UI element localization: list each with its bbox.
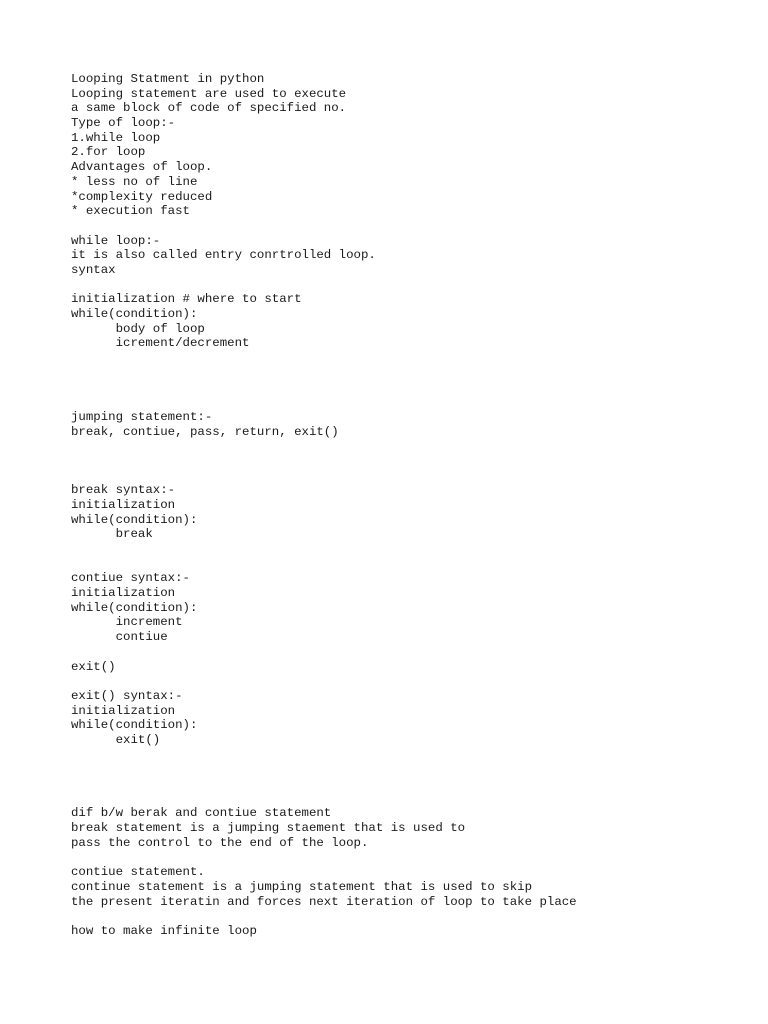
blank-line	[71, 792, 577, 807]
text-line: initialization	[71, 703, 176, 718]
text-line: while(condition):	[71, 600, 198, 615]
text-line: * execution fast	[71, 204, 190, 219]
text-line: break statement is a jumping staement that is used to	[71, 821, 466, 836]
text-line: dif b/w berak and contiue statement	[71, 806, 332, 821]
blank-line	[71, 645, 577, 660]
blank-line	[71, 469, 577, 484]
blank-line	[71, 351, 577, 366]
text-line: break syntax:-	[71, 483, 176, 498]
blank-line	[71, 278, 577, 293]
text-line: while(condition):	[71, 718, 198, 733]
text-line: exit() syntax:-	[71, 688, 183, 703]
document-body	[71, 72, 577, 939]
blank-line	[71, 762, 577, 777]
text-line: the present iteratin and forces next iteration of loop to take place	[71, 894, 577, 909]
text-line: contiue syntax:-	[71, 571, 190, 586]
text-line: exit()	[71, 659, 116, 674]
text-line: while(condition):	[71, 307, 198, 321]
text-line: contiue	[71, 630, 168, 645]
text-line: Looping statement are used to execute	[71, 86, 347, 101]
blank-line	[71, 542, 577, 557]
text-line: * less no of line	[71, 174, 198, 189]
blank-line	[71, 439, 577, 454]
blank-line	[71, 557, 577, 572]
text-line: break, contiue, pass, return, exit()	[71, 424, 339, 439]
text-line: continue statement is a jumping statement that is used to skip	[71, 879, 533, 894]
blank-line	[71, 366, 577, 381]
text-line: while loop:-	[71, 233, 161, 248]
text-line: contiue statement.	[71, 865, 205, 880]
text-line: how to make infinite loop	[71, 923, 257, 938]
blank-line	[71, 674, 577, 689]
text-line: while(condition):	[71, 512, 198, 527]
text-line: syntax	[71, 262, 116, 277]
text-line: a same block of code of specified no.	[71, 101, 347, 116]
text-line: 1.while loop	[71, 130, 161, 145]
text-line: Type of loop:-	[71, 116, 176, 131]
text-line: Looping Statment in python	[71, 72, 265, 86]
text-line: exit()	[71, 732, 161, 747]
blank-line	[71, 454, 577, 469]
text-line: 2.for loop	[71, 145, 146, 160]
text-line: break	[71, 527, 153, 542]
text-line: body of loop	[71, 321, 205, 336]
blank-line	[71, 777, 577, 792]
blank-line	[71, 748, 577, 763]
text-line: jumping statement:-	[71, 409, 213, 424]
blank-line	[71, 380, 577, 395]
blank-line	[71, 909, 577, 924]
text-line: initialization	[71, 497, 176, 512]
blank-line	[71, 850, 577, 865]
text-line: Advantages of loop.	[71, 160, 213, 175]
text-line: pass the control to the end of the loop.	[71, 835, 369, 850]
text-line: icrement/decrement	[71, 336, 250, 351]
text-line: it is also called entry conrtrolled loop.	[71, 248, 376, 263]
text-line: initialization	[71, 586, 176, 601]
text-line: increment	[71, 615, 183, 630]
text-line: initialization # where to start	[71, 292, 302, 307]
blank-line	[71, 219, 577, 234]
blank-line	[71, 395, 577, 410]
text-line: *complexity reduced	[71, 189, 213, 204]
